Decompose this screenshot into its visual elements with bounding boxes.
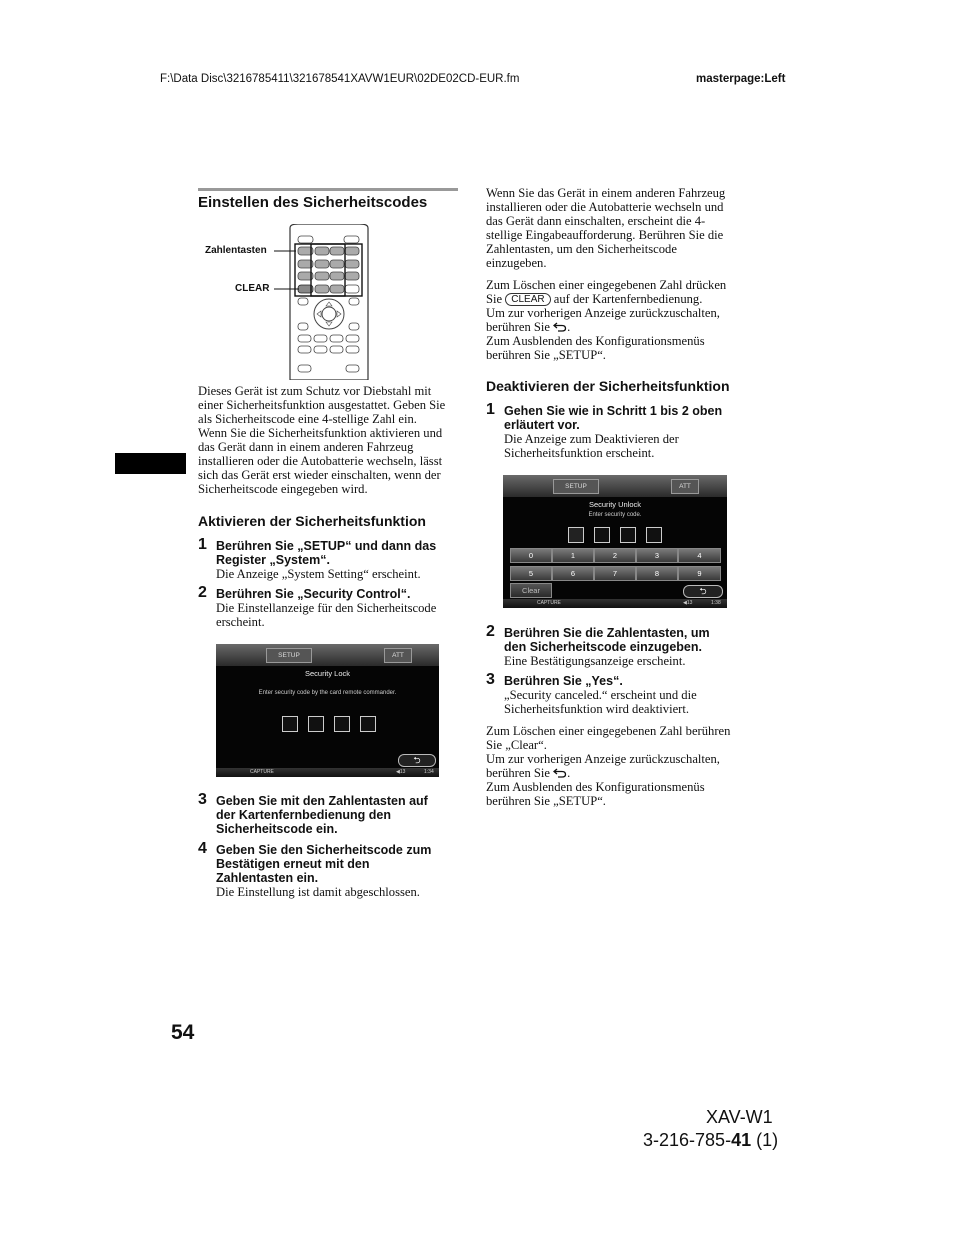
right-step-3 bbox=[486, 671, 751, 716]
capture-label[interactable]: CAPTURE bbox=[537, 600, 561, 606]
para-line: Zum Ausblenden des Konfigurationsmenüs bbox=[486, 334, 705, 348]
digit-key-8[interactable]: 8 bbox=[636, 566, 678, 581]
code-digit-box bbox=[334, 716, 350, 732]
code-digit-box bbox=[282, 716, 298, 732]
intro-line: einer Sicherheitsfunktion ausgestattet. Geben Sie bbox=[198, 398, 446, 412]
step-desc-line: Die Anzeige zum Deaktivieren der bbox=[504, 432, 679, 446]
step-title-line: den Sicherheitscode einzugeben. bbox=[504, 640, 702, 654]
para-text: berühren Sie bbox=[486, 766, 550, 780]
clock: 1:38 bbox=[711, 600, 721, 606]
clock: 1:34 bbox=[424, 769, 434, 775]
left-step-2 bbox=[198, 584, 463, 629]
para-line: berühren Sie . bbox=[486, 320, 571, 334]
code-digit-box bbox=[620, 527, 636, 543]
para-line: Wenn Sie das Gerät in einem anderen Fahrzeug bbox=[486, 186, 726, 200]
step-title-line: Berühren Sie „SETUP“ und dann das bbox=[216, 539, 437, 553]
step-number: 1 bbox=[198, 536, 207, 553]
back-button[interactable]: ⮌ bbox=[683, 585, 723, 598]
digit-key-3[interactable]: 3 bbox=[636, 548, 678, 563]
para-line: berühren Sie . bbox=[486, 766, 571, 780]
step-title-line: Geben Sie mit den Zahlentasten auf bbox=[216, 794, 428, 808]
clear-key[interactable]: Clear bbox=[510, 583, 552, 598]
para-line: Zum Löschen einer eingegebenen Zahl berühren bbox=[486, 724, 731, 738]
step-title-line: Berühren Sie „Yes“. bbox=[504, 674, 623, 688]
step-number: 2 bbox=[486, 623, 495, 640]
step-number: 1 bbox=[486, 401, 495, 418]
section-title: Einstellen des Sicherheitscodes bbox=[198, 194, 428, 211]
step-title-line: Register „System“. bbox=[216, 553, 330, 567]
step-number: 3 bbox=[486, 671, 495, 688]
file-path: F:\Data Disc\3216785411\321678541XAVW1EUR\02DE02CD-EUR.fm bbox=[160, 73, 520, 85]
intro-line: Dieses Gerät ist zum Schutz vor Diebstahl mit bbox=[198, 384, 432, 398]
masterpage-label: masterpage:Left bbox=[696, 73, 786, 85]
volume-indicator: ◀13 bbox=[683, 600, 693, 606]
code-digit-box bbox=[360, 716, 376, 732]
digit-key-4[interactable]: 4 bbox=[678, 548, 721, 563]
right-para-3 bbox=[486, 724, 751, 808]
para-line: berühren Sie „SETUP“. bbox=[486, 794, 606, 808]
deactivate-heading: Deaktivieren der Sicherheitsfunktion bbox=[486, 378, 730, 394]
label-numkeys: Zahlentasten bbox=[205, 245, 267, 256]
section-rule bbox=[198, 188, 458, 191]
step-title-line: Berühren Sie „Security Control“. bbox=[216, 587, 411, 601]
step-title-line: Gehen Sie wie in Schritt 1 bis 2 oben bbox=[504, 404, 723, 418]
step-title-line: Sicherheitscode ein. bbox=[216, 822, 338, 836]
code-digit-box bbox=[646, 527, 662, 543]
tab-setup[interactable]: SETUP bbox=[553, 479, 599, 494]
para-line: Um zur vorherigen Anzeige zurückzuschalten, bbox=[486, 306, 720, 320]
section-tab-marker bbox=[115, 453, 186, 474]
step-number: 2 bbox=[198, 584, 207, 601]
step-title-line: erläutert vor. bbox=[504, 418, 580, 432]
right-step-1 bbox=[486, 401, 751, 460]
step-title-line: Geben Sie den Sicherheitscode zum bbox=[216, 843, 432, 857]
para-line: Um zur vorherigen Anzeige zurückzuschalten, bbox=[486, 752, 720, 766]
code-bold: 41 bbox=[731, 1130, 752, 1150]
back-button[interactable]: ⮌ bbox=[398, 754, 436, 767]
step-desc-line: „Security canceled.“ erscheint und die bbox=[504, 688, 697, 702]
digit-key-1[interactable]: 1 bbox=[552, 548, 594, 563]
para-line: das Gerät dann einschalten, erscheint die 4- bbox=[486, 214, 706, 228]
code-prefix: 3-216-785- bbox=[643, 1130, 732, 1150]
digit-key-0[interactable]: 0 bbox=[510, 548, 552, 563]
tab-att[interactable]: ATT bbox=[384, 648, 412, 663]
screen-title: Security Unlock bbox=[588, 500, 642, 509]
back-arrow-icon bbox=[553, 766, 567, 780]
page-number: 54 bbox=[171, 1021, 195, 1044]
volume-indicator: ◀13 bbox=[396, 769, 406, 775]
digit-key-5[interactable]: 5 bbox=[510, 566, 552, 581]
para-line: berühren Sie „SETUP“. bbox=[486, 348, 606, 362]
code-digit-box bbox=[568, 527, 584, 543]
code-suffix: (1) bbox=[751, 1130, 779, 1150]
right-step-2 bbox=[486, 623, 751, 668]
para-line: einzugeben. bbox=[486, 256, 547, 270]
para-line: Sie „Clear“. bbox=[486, 738, 547, 752]
step-desc-line: Die Einstellung ist damit abgeschlossen. bbox=[216, 885, 420, 899]
code-digit-box bbox=[594, 527, 610, 543]
step-desc-line: Die Anzeige „System Setting“ erscheint. bbox=[216, 567, 421, 581]
step-desc-line: Sicherheitsfunktion erscheint. bbox=[504, 446, 655, 460]
digit-key-6[interactable]: 6 bbox=[552, 566, 594, 581]
intro-line: als Sicherheitscode eine 4-stellige Zahl ein. bbox=[198, 412, 417, 426]
activate-heading: Aktivieren der Sicherheitsfunktion bbox=[198, 513, 426, 529]
para-line: stellige Eingabeaufforderung. Berühren Sie die bbox=[486, 228, 724, 242]
digit-key-7[interactable]: 7 bbox=[594, 566, 636, 581]
left-step-4 bbox=[198, 840, 463, 899]
label-clear: CLEAR bbox=[235, 283, 270, 294]
security-unlock-screen bbox=[503, 475, 727, 608]
intro-line: Wenn Sie die Sicherheitsfunktion aktivieren und bbox=[198, 426, 443, 440]
step-number: 4 bbox=[198, 840, 207, 857]
screen-title: Security Lock bbox=[304, 669, 351, 678]
digit-key-9[interactable]: 9 bbox=[678, 566, 721, 581]
para-text: Sie bbox=[486, 292, 503, 306]
right-para-1 bbox=[486, 186, 751, 270]
screen-subtitle: Enter security code. bbox=[588, 512, 642, 518]
step-title-line: Berühren Sie die Zahlentasten, um bbox=[504, 626, 710, 640]
para-text: auf der Kartenfernbedienung. bbox=[553, 292, 703, 306]
step-number: 3 bbox=[198, 791, 207, 808]
left-step-3 bbox=[198, 791, 463, 836]
model-name: XAV-W1 bbox=[706, 1107, 773, 1127]
para-line: installieren oder die Autobatterie wechseln und bbox=[486, 200, 724, 214]
document-code bbox=[643, 1130, 778, 1151]
right-para-2 bbox=[486, 278, 751, 362]
para-line: Zahlentasten, um den Sicherheitscode bbox=[486, 242, 677, 256]
intro-line: Sicherheitscode eingegeben wird. bbox=[198, 482, 368, 496]
code-digit-box bbox=[308, 716, 324, 732]
para-line: Zum Löschen einer eingegebenen Zahl drücken bbox=[486, 278, 727, 292]
screen-statusbar bbox=[503, 599, 727, 608]
left-step-1 bbox=[198, 536, 463, 581]
step-desc-line: erscheint. bbox=[216, 615, 265, 629]
clear-key-icon: CLEAR bbox=[505, 293, 550, 306]
para-text: berühren Sie bbox=[486, 320, 550, 334]
intro-paragraph bbox=[198, 384, 463, 496]
step-title-line: Zahlentasten ein. bbox=[216, 871, 319, 885]
intro-line: installieren oder die Autobatterie wechseln, lässt bbox=[198, 454, 443, 468]
back-arrow-icon bbox=[553, 320, 567, 334]
capture-label[interactable]: CAPTURE bbox=[250, 769, 274, 775]
step-title-line: Bestätigen erneut mit den bbox=[216, 857, 370, 871]
step-desc-line: Sicherheitsfunktion wird deaktiviert. bbox=[504, 702, 690, 716]
step-desc-line: Die Einstellanzeige für den Sicherheitscode bbox=[216, 601, 437, 615]
tab-att[interactable]: ATT bbox=[671, 479, 699, 494]
intro-line: das Gerät dann in einem anderen Fahrzeug bbox=[198, 440, 414, 454]
digit-key-2[interactable]: 2 bbox=[594, 548, 636, 563]
security-lock-screen bbox=[216, 644, 439, 777]
intro-line: sich das Gerät erst wieder einschalten, wenn der bbox=[198, 468, 441, 482]
step-desc-line: Eine Bestätigungsanzeige erscheint. bbox=[504, 654, 686, 668]
screen-subtitle: Enter security code by the card remote commander. bbox=[258, 690, 397, 696]
para-line: Zum Ausblenden des Konfigurationsmenüs bbox=[486, 780, 705, 794]
para-line bbox=[486, 292, 751, 306]
screen-statusbar bbox=[216, 768, 439, 777]
tab-setup[interactable]: SETUP bbox=[266, 648, 312, 663]
step-title-line: der Kartenfernbedienung den bbox=[216, 808, 392, 822]
